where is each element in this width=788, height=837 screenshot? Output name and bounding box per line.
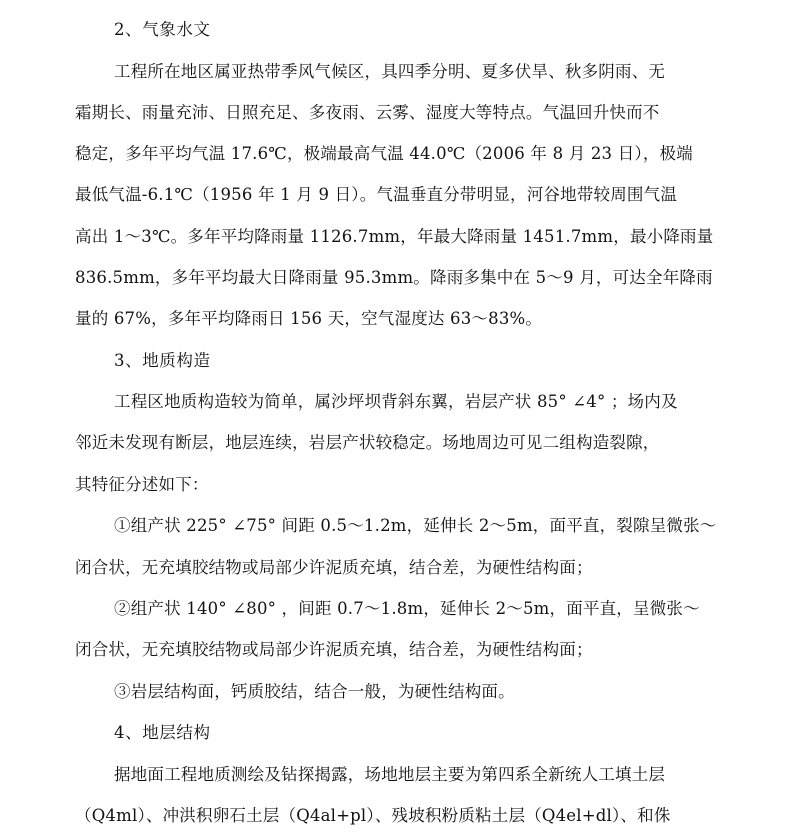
section-3-heading: 3、地质构造	[114, 351, 211, 370]
paragraph-line: （Q4ml）、冲洪积卵石土层（Q4al+pl）、残坡积粉质粘土层（Q4el+dl）、和侏	[75, 806, 671, 825]
paragraph-line: ②组产状 140° ∠80° ，间距 0.7～1.8m，延伸长 2～5m，面平直，呈微张～	[114, 599, 700, 618]
paragraph-line: ③岩层结构面，钙质胶结，结合一般，为硬性结构面。	[114, 682, 515, 701]
paragraph-line: 其特征分述如下：	[75, 475, 209, 494]
paragraph-line: 工程所在地区属亚热带季风气候区，具四季分明、夏多伏旱、秋多阴雨、无	[114, 62, 666, 81]
paragraph-line: 高出 1～3℃。多年平均降雨量 1126.7mm，年最大降雨量 1451.7mm，最小降雨量	[75, 227, 714, 246]
paragraph-line: 最低气温-6.1℃（1956 年 1 月 9 日）。气温垂直分带明显，河谷地带较周围气温	[75, 185, 678, 204]
section-2-heading: 2、气象水文	[114, 20, 211, 39]
paragraph-line: 闭合状，无充填胶结物或局部少许泥质充填，结合差，为硬性结构面；	[75, 558, 593, 577]
paragraph-line: 工程区地质构造较为简单，属沙坪坝背斜东翼，岩层产状 85° ∠4° ；场内及	[114, 392, 678, 411]
paragraph-line: 稳定，多年平均气温 17.6℃，极端最高气温 44.0℃（2006 年 8 月 23 日），极端	[75, 144, 693, 163]
paragraph-line: 836.5mm，多年平均最大日降雨量 95.3mm。降雨多集中在 5～9 月，可达全年降雨	[75, 268, 713, 287]
paragraph-line: 霜期长、雨量充沛、日照充足、多夜雨、云雾、湿度大等特点。气温回升快而不	[75, 103, 660, 122]
paragraph-line: 闭合状，无充填胶结物或局部少许泥质充填，结合差，为硬性结构面；	[75, 640, 593, 659]
paragraph-line: ①组产状 225° ∠75° 间距 0.5～1.2m，延伸长 2～5m，面平直，裂隙呈微张～	[114, 516, 717, 535]
paragraph-line: 量的 67%，多年平均降雨日 156 天，空气湿度达 63～83%。	[75, 309, 543, 328]
section-4-heading: 4、地层结构	[114, 723, 211, 742]
paragraph-line: 据地面工程地质测绘及钻探揭露，场地地层主要为第四系全新统人工填土层	[114, 765, 666, 784]
paragraph-line: 邻近未发现有断层，地层连续，岩层产状较稳定。场地周边可见二组构造裂隙，	[75, 433, 660, 452]
